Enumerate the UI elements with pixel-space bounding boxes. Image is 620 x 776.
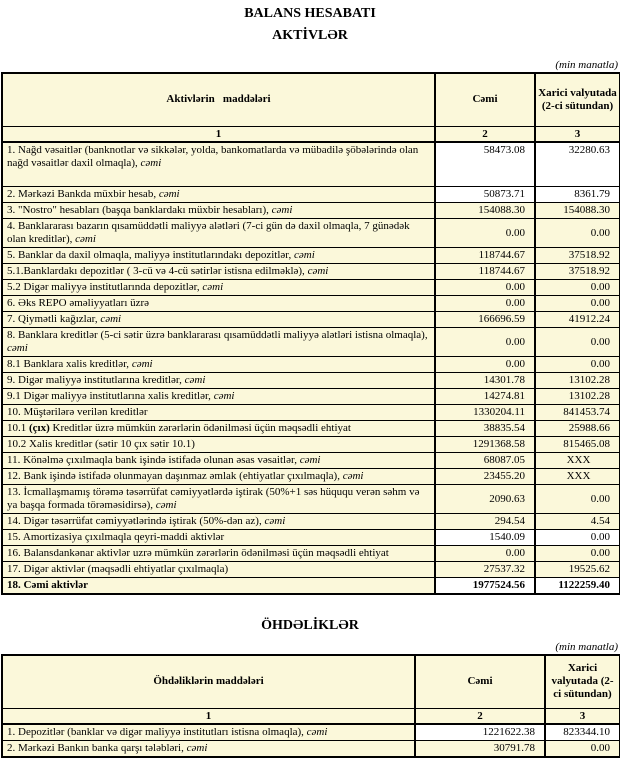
row-foreign-value: 0.00 [545, 740, 620, 757]
assets-index-row [2, 126, 620, 142]
row-total-value: 1330204.11 [435, 405, 535, 421]
row-label: 8.1 Banklara xalis kreditlər, cəmi [2, 357, 435, 373]
row-total-value: 30791.78 [415, 740, 545, 757]
row-label: 16. Balansdankənar aktivlər uzrə mümkün zərərlərin ödənilməsi üçün məqsədli ehtiyat [2, 546, 435, 562]
row-foreign-value: 0.00 [535, 530, 620, 546]
row-label: 5. Banklar da daxil olmaqla, maliyyə institutlarındakı depozitlər, cəmi [2, 248, 435, 264]
row-total-value: 0.00 [435, 219, 535, 248]
row-foreign-value: 8361.79 [535, 187, 620, 203]
row-foreign-value: 19525.62 [535, 562, 620, 578]
row-total-value: 0.00 [435, 328, 535, 357]
assets-section-title: AKTİVLƏR [272, 28, 348, 43]
asset-row [2, 142, 620, 187]
row-label: 4. Banklararası bazarın qısamüddətli maliyyə alətləri (7-ci gün də daxil olmaqla, 7 günədək olan kreditlər), cəmi [2, 219, 435, 248]
row-foreign-value: XXX [535, 469, 620, 485]
row-label: 5.2 Digər maliyyə institutlarında depozitlər, cəmi [2, 280, 435, 296]
asset-row [2, 421, 620, 437]
col-header-total: Cəmi [435, 73, 535, 126]
row-total-value: 27537.32 [435, 562, 535, 578]
row-total-value: 14274.81 [435, 389, 535, 405]
row-total-value: 1977524.56 [435, 578, 535, 595]
row-label: 5.1.Banklardakı depozitlər ( 3-cü və 4-cü sətirlər istisna edilməklə), cəmi [2, 264, 435, 280]
row-total-value: 118744.67 [435, 264, 535, 280]
asset-row [2, 469, 620, 485]
row-foreign-value: 41912.24 [535, 312, 620, 328]
asset-row [2, 219, 620, 248]
row-label: 12. Bank işində istifadə olunmayan daşınmaz əmlak (ehtiyatlar çıxılmaqla), cəmi [2, 469, 435, 485]
col-index-3: 3 [545, 708, 620, 724]
asset-row [2, 405, 620, 421]
col-index-3: 3 [535, 126, 620, 142]
row-total-value: 50873.71 [435, 187, 535, 203]
asset-row [2, 280, 620, 296]
row-label: 7. Qiymətli kağızlar, cəmi [2, 312, 435, 328]
asset-row [2, 373, 620, 389]
row-foreign-value: XXX [535, 453, 620, 469]
row-total-value: 38835.54 [435, 421, 535, 437]
row-total-value: 0.00 [435, 296, 535, 312]
row-total-value: 1291368.58 [435, 437, 535, 453]
asset-row [2, 485, 620, 514]
row-label: 10. Müştərilərə verilən kreditlər [2, 405, 435, 421]
row-total-value: 294.54 [435, 514, 535, 530]
asset-row [2, 264, 620, 280]
row-foreign-value: 154088.30 [535, 203, 620, 219]
col-header-foreign: Xarici valyutada (2-ci sütundan) [535, 73, 620, 126]
row-foreign-value: 0.00 [535, 280, 620, 296]
document-title: BALANS HESABATI [244, 6, 376, 21]
asset-row [2, 203, 620, 219]
row-total-value: 1540.09 [435, 530, 535, 546]
row-total-value: 68087.05 [435, 453, 535, 469]
row-foreign-value: 37518.92 [535, 248, 620, 264]
col-index-1: 1 [2, 708, 415, 724]
row-foreign-value: 25988.66 [535, 421, 620, 437]
row-total-value: 154088.30 [435, 203, 535, 219]
row-total-value: 166696.59 [435, 312, 535, 328]
assets-table [1, 72, 620, 595]
row-total-value: 14301.78 [435, 373, 535, 389]
row-foreign-value: 0.00 [535, 328, 620, 357]
asset-row [2, 296, 620, 312]
row-total-value: 2090.63 [435, 485, 535, 514]
asset-row [2, 453, 620, 469]
row-total-value: 0.00 [435, 546, 535, 562]
asset-row [2, 187, 620, 203]
col-index-2: 2 [435, 126, 535, 142]
row-total-value: 0.00 [435, 357, 535, 373]
asset-row [2, 578, 620, 595]
row-foreign-value: 815465.08 [535, 437, 620, 453]
row-label: 10.2 Xalis kreditlər (sətir 10 çıx sətir 10.1) [2, 437, 435, 453]
asset-row [2, 514, 620, 530]
col-index-2: 2 [415, 708, 545, 724]
row-foreign-value: 0.00 [535, 357, 620, 373]
row-foreign-value: 37518.92 [535, 264, 620, 280]
row-label: 10.1 (çıx) Kreditlər üzrə mümkün zərərlərin ödənilməsi üçün məqsədli ehtiyat [2, 421, 435, 437]
row-foreign-value: 823344.10 [545, 724, 620, 741]
row-label: 17. Digər aktivlər (məqsədli ehtiyatlar çıxılmaqla) [2, 562, 435, 578]
row-total-value: 23455.20 [435, 469, 535, 485]
row-label: 9.1 Digər maliyyə institutlarına xalis kreditlər, cəmi [2, 389, 435, 405]
row-foreign-value: 1122259.40 [535, 578, 620, 595]
asset-row [2, 437, 620, 453]
col-header-items: Aktivlərin maddələri [2, 73, 435, 126]
row-foreign-value: 32280.63 [535, 142, 620, 187]
liabilities-index-row [2, 708, 620, 724]
col-index-1: 1 [2, 126, 435, 142]
row-label: 6. Əks REPO əməliyyatları üzrə [2, 296, 435, 312]
asset-row [2, 248, 620, 264]
row-total-value: 118744.67 [435, 248, 535, 264]
asset-row [2, 328, 620, 357]
row-label: 13. İcmallaşmamış törəmə təsərrüfat cəmiyyətlərdə iştirak (50%+1 səs hüququ verən səhm və ya başqa formada törəməsidirsə), cəmi [2, 485, 435, 514]
row-foreign-value: 4.54 [535, 514, 620, 530]
row-label: 15. Amortizasiya çıxılmaqla qeyri-maddi aktivlər [2, 530, 435, 546]
row-label: 1. Nağd vəsaitlər (banknotlar və sikkələr, yolda, bankomatlarda və mübadilə şöbələrində olan nağd vəsaitlər daxil olmaqla), cəmi [2, 142, 435, 187]
liability-row [2, 724, 620, 741]
asset-row [2, 357, 620, 373]
row-foreign-value: 0.00 [535, 485, 620, 514]
unit-note-liabilities: (min manatla) [555, 641, 618, 653]
row-foreign-value: 0.00 [535, 219, 620, 248]
row-foreign-value: 13102.28 [535, 373, 620, 389]
document [0, 5, 620, 758]
row-label: 11. Könəlmə çıxılmaqla bank işində istifadə olunan əsas vəsaitlər, cəmi [2, 453, 435, 469]
assets-header-row [2, 73, 620, 126]
row-total-value: 58473.08 [435, 142, 535, 187]
liabilities-table [1, 654, 620, 758]
liabilities-section-title: ÖHDƏLİKLƏR [261, 618, 359, 633]
liabilities-header-row [2, 655, 620, 708]
row-label: 2. Mərkəzi Bankda müxbir hesab, cəmi [2, 187, 435, 203]
unit-note-assets: (min manatla) [555, 59, 618, 71]
row-label: 3. "Nostro" hesabları (başqa banklardakı müxbir hesabları), cəmi [2, 203, 435, 219]
asset-row [2, 562, 620, 578]
col-header-items: Öhdəliklərin maddələri [2, 655, 415, 708]
row-label: 8. Banklara kreditlər (5-ci sətir üzrə banklararası qısamüddətli maliyyə alətləri istisna olmaqla), cəmi [2, 328, 435, 357]
row-label: 14. Digər təsərrüfat cəmiyyətlərində iştirak (50%-dən az), cəmi [2, 514, 435, 530]
row-foreign-value: 0.00 [535, 296, 620, 312]
row-label: 2. Mərkəzi Bankın banka qarşı tələbləri, cəmi [2, 740, 415, 757]
row-label: 18. Cəmi aktivlər [2, 578, 435, 595]
col-header-foreign: Xarici valyutada (2-ci sütundan) [545, 655, 620, 708]
row-foreign-value: 841453.74 [535, 405, 620, 421]
row-total-value: 1221622.38 [415, 724, 545, 741]
asset-row [2, 530, 620, 546]
row-total-value: 0.00 [435, 280, 535, 296]
asset-row [2, 312, 620, 328]
asset-row [2, 389, 620, 405]
row-label: 9. Digər maliyyə institutlarına kreditlər, cəmi [2, 373, 435, 389]
row-label: 1. Depozitlər (banklar və digər maliyyə institutları istisna olmaqla), cəmi [2, 724, 415, 741]
col-header-total: Cəmi [415, 655, 545, 708]
row-foreign-value: 0.00 [535, 546, 620, 562]
liability-row [2, 740, 620, 757]
asset-row [2, 546, 620, 562]
row-foreign-value: 13102.28 [535, 389, 620, 405]
